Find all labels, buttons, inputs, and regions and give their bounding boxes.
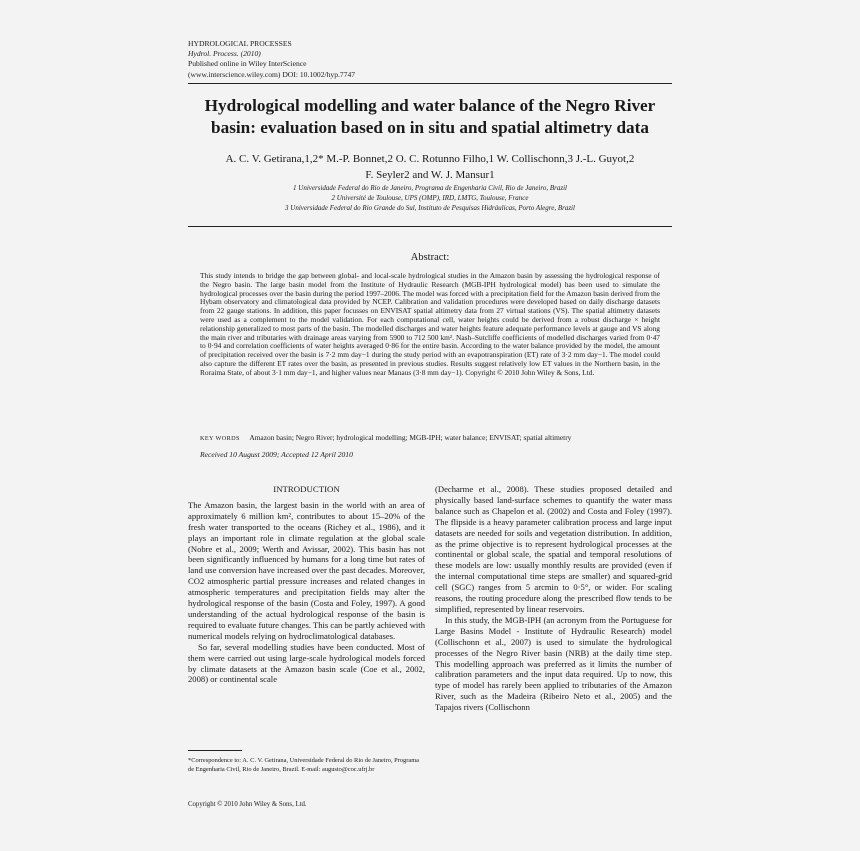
body-column-left: [188, 484, 425, 685]
journal-header: [188, 39, 488, 80]
affiliations-divider: [188, 226, 672, 227]
received-dates: Received 10 August 2009; Accepted 12 April 2010: [200, 450, 353, 459]
authors-line-1: A. C. V. Getirana,1,2* M.-P. Bonnet,2 O. C. Rotunno Filho,1 W. Collischonn,3 J.-L. Guyot,2: [225, 153, 635, 165]
author-list: [188, 152, 672, 183]
paragraph: (Decharme et al., 2008). These studies proposed detailed and physically based land-surface schemes to quantify the water mass balance such as Chapelon et al. (2002) and Costa and Foley (1997). The flipside is a heavy parameter calibration process and large input datasets are needed for soils and vegetation distribution. In addition, as the prime objective is to represent hydrological processes at the continental or global scale, the spatial and temporal resolutions of these models are low: usually monthly results are provided (even if the internal computational time steps are smaller) and squared-grid cell (SGC) ranges from 5 arcmin to 0·5°, or wider. For scaling reasons, the routing procedure along the prescribed flow tends to be simplified, represented by linear reservoirs.: [435, 484, 672, 614]
paragraph: The Amazon basin, the largest basin in the world with an area of approximately 6 million km², contributes to about 15–20% of the fresh water transported to the oceans (Richey et al., 1986), and it plays an important role in climate regulation at the global scale (Nobre et al., 2009; Werth and Avissar, 2002). This basin has not been significantly influenced by humans for a long time but rates of land use conversion have increased over the past decades. Moreover, CO2 atmospheric partial pressure increases and related changes in atmospheric temperatures and precipitation fields may alter the hydrological response of the basin (Costa and Foley, 1997). A good understanding of the actual hydrological response of the basin is required to evaluate future changes. This can be partly achieved with numerical models relying on hydroclimatological databases.: [188, 499, 425, 641]
correspondence-footnote: *Correspondence to: A. C. V. Getirana, Universidade Federal do Rio de Janeiro, Programa de Engenharia Civil, Rio de Janeiro, Brazil. E-mail: augusto@coc.ufrj.br: [188, 757, 420, 773]
abstract-text: This study intends to bridge the gap between global- and local-scale hydrological studies in the Amazon basin by assessing the hydrological response of the Negro basin. The large basin model from the Institute of Hydraulic Research (MGB-IPH hydrological model) has been used to simulate the hydrological processes over the basin during the period 1997–2006. The model was forced with a precipitation field for the Amazon basin derived from the Hybam observatory and climatological data provided by NCEP. Calibration and validation procedures were developed based on daily discharge datasets from 22 gauge stations. In addition, this paper focusses on ENVISAT spatial altimetry data from 27 virtual stations (VS). The spatial altimetry datasets were used as a complement to the model validation. For each computational cell, water heights could be derived from a robust discharge × height relationship generalized to most parts of the basin. The modelled discharges and water heights feature adequate performance levels at gauge and VS along the main river and tributaries with drainage areas varying from 5900 to 712 500 km². Nash–Sutcliffe coefficients of modelled discharges varied from 0·47 to 0·94 and correlation coefficients of water heights averaged 0·86 for the entire basin. According to the water balance provided by the model, the amount of precipitation received over the basin is 7·2 mm day−1 during the study period with an evapotranspiration (ET) rate of 3·2 mm day−1. The model could also capture the different ET rates over the basin, as presented in previous studies. Results suggest relatively low ET values in the Northern basin, in the Roraima State, of about 3·1 mm day−1, and higher values near Manaus (3·8 mm day−1). Copyright © 2010 John Wiley & Sons, Ltd.: [200, 271, 660, 377]
affiliation-1: 1 Universidade Federal do Rio de Janeiro, Programa de Engenharia Civil, Rio de Janeiro, Brazil: [293, 184, 567, 192]
header-divider: [188, 83, 672, 84]
copyright-notice: Copyright © 2010 John Wiley & Sons, Ltd.: [188, 801, 307, 808]
affiliations: [188, 183, 672, 213]
journal-name: HYDROLOGICAL PROCESSES: [188, 39, 292, 48]
affiliation-3: 3 Universidade Federal do Rio Grande do Sul, Instituto de Pesquisas Hidráulicas, Porto Alegre, Brazil: [285, 204, 575, 212]
authors-line-2: F. Seyler2 and W. J. Mansur1: [365, 168, 495, 181]
paragraph: In this study, the MGB-IPH (an acronym from the Portuguese for Large Basins Model - Institute of Hydraulic Research) model (Collischonn et al., 2007) is used to simulate the hydrological processes of the Negro River basin (NRB) at the daily time step. This modelling approach was preferred as it limits the number of calibration parameters and the input data required. Up to now, this type of model has rarely been applied to tributaries of the Amazon River, such as the Madeira (Ribeiro Neto et al., 2005) and the Tapajos rivers (Collischonn: [435, 614, 672, 713]
paper-title: Hydrological modelling and water balance of the Negro River basin: evaluation based on in situ and spatial altimetry data: [204, 96, 656, 137]
keywords-label: KEY WORDS: [200, 435, 240, 442]
publication-note: Published online in Wiley InterScience: [188, 59, 307, 69]
journal-volume: Hydrol. Process. (2010): [188, 49, 261, 59]
keywords: [200, 433, 660, 443]
doi: (www.interscience.wiley.com) DOI: 10.1002/hyp.7747: [188, 69, 356, 79]
affiliation-2: 2 Université de Toulouse, UPS (OMP), IRD, LMTG, Toulouse, France: [331, 194, 529, 202]
paragraph: So far, several modelling studies have been conducted. Most of them were carried out using large-scale hydrological models forced by climate datasets at the Amazon basin scale (Coe et al., 2002, 2008) or continental scale: [188, 641, 425, 685]
keywords-text: Amazon basin; Negro River; hydrological modelling; MGB-IPH; water balance; ENVISAT; spatial altimetry: [249, 433, 572, 442]
section-heading-introduction: INTRODUCTION: [273, 484, 340, 494]
abstract-heading: Abstract:: [410, 252, 450, 263]
footnote-divider: [188, 750, 242, 751]
body-column-right: [435, 484, 672, 713]
